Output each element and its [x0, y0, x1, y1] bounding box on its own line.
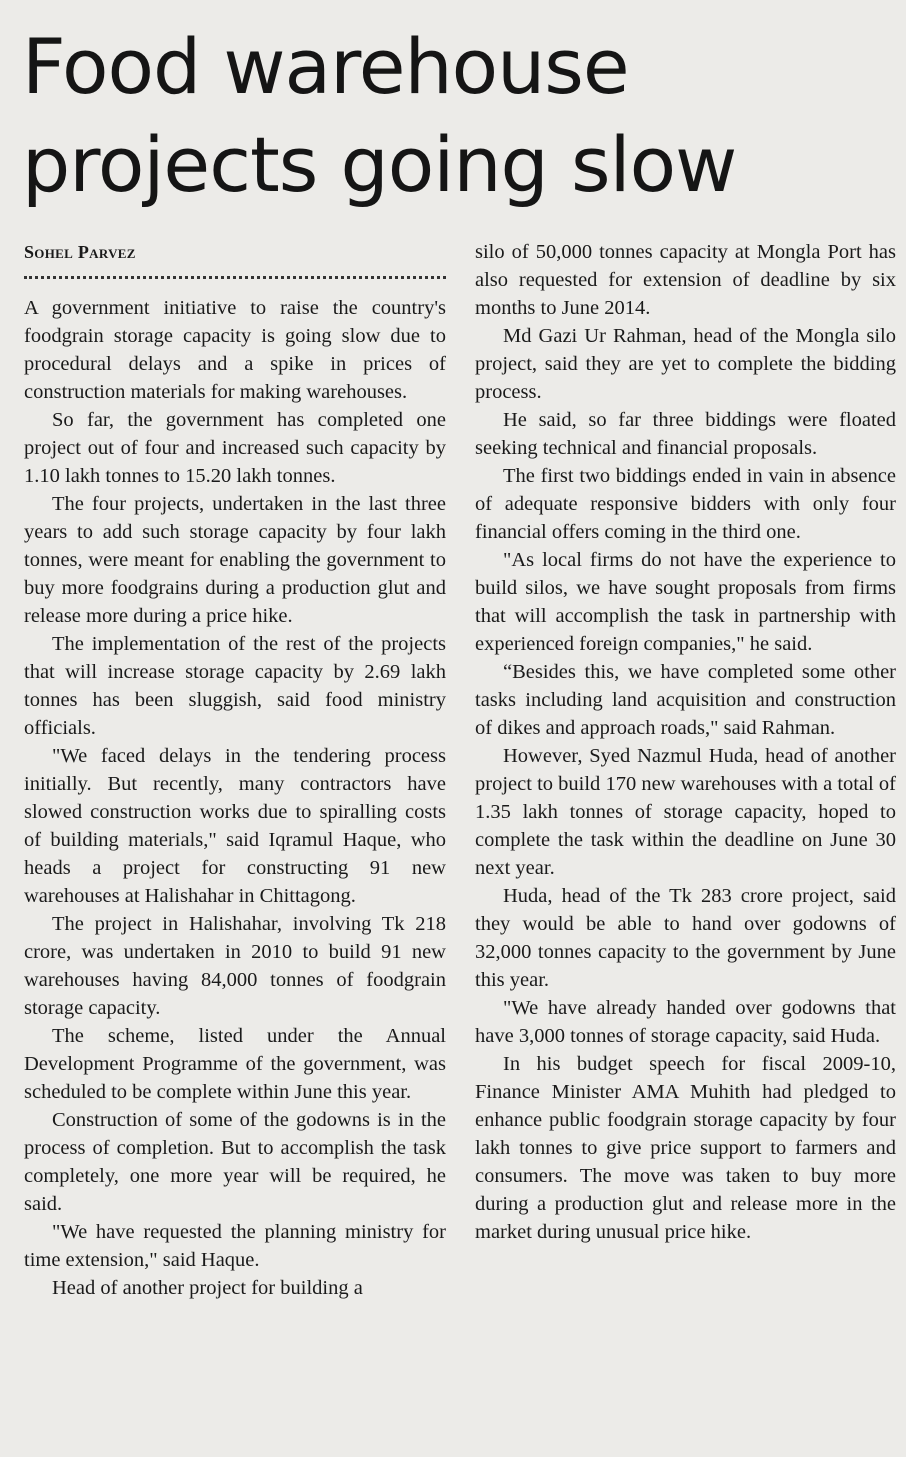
paragraph: The first two biddings ended in vain in absence of adequate responsive bidders with only four financial offers coming in the third one. [475, 465, 896, 543]
headline-line-1: Food warehouse [22, 22, 629, 111]
paragraph: In his budget speech for fiscal 2009-10, Finance Minister AMA Muhith had pledged to enhance public foodgrain storage capacity by four lakh tonnes to give price support to farmers and consumers. The move was taken to buy more during a production glut and release more in the market during unusual price hike. [475, 1053, 896, 1243]
paragraph: The project in Halishahar, involving Tk 218 crore, was undertaken in 2010 to build 91 new warehouses having 84,000 tonnes of foodgrain storage capacity. [24, 913, 446, 1019]
byline: Sohel Parvez [24, 242, 136, 262]
paragraph: "We faced delays in the tendering process initially. But recently, many contractors have slowed construction works due to spiralling costs of building materials," said Iqramul Haque, who heads a project for constructing 91 new warehouses at Halishahar in Chittagong. [24, 745, 446, 907]
paragraph: The scheme, listed under the Annual Development Programme of the government, was scheduled to be complete within June this year. [24, 1025, 446, 1103]
paragraph: Construction of some of the godowns is in the process of completion. But to accomplish the task completely, one more year will be required, he said. [24, 1109, 446, 1215]
paragraph: Head of another project for building a [52, 1277, 363, 1299]
headline [22, 18, 902, 214]
paragraph: The implementation of the rest of the projects that will increase storage capacity by 2.69 lakh tonnes has been sluggish, said food ministry officials. [24, 633, 446, 739]
paragraph: Huda, head of the Tk 283 crore project, said they would be able to hand over godowns of 32,000 tonnes capacity to the government by June this year. [475, 885, 896, 991]
paragraph: “Besides this, we have completed some other tasks including land acquisition and construction of dikes and approach roads," said Rahman. [475, 661, 896, 739]
paragraph: silo of 50,000 tonnes capacity at Mongla Port has also requested for extension of deadline by six months to June 2014. [475, 241, 896, 319]
paragraph: Md Gazi Ur Rahman, head of the Mongla silo project, said they are yet to complete the bidding process. [475, 325, 896, 403]
paragraph: "As local firms do not have the experience to build silos, we have sought proposals from firms that will accomplish the task in partnership with experienced foreign companies," he said. [475, 549, 896, 655]
paragraph: "We have already handed over godowns that have 3,000 tonnes of storage capacity, said Huda. [475, 997, 896, 1047]
left-column [24, 294, 446, 1302]
paragraph: So far, the government has completed one project out of four and increased such capacity by 1.10 lakh tonnes to 15.20 lakh tonnes. [24, 409, 446, 487]
paragraph: He said, so far three biddings were floated seeking technical and financial proposals. [475, 409, 896, 459]
paragraph: The four projects, undertaken in the last three years to add such storage capacity by four lakh tonnes, were meant for enabling the government to buy more foodgrains during a production glut and release more during a price hike. [24, 493, 446, 627]
headline-line-2: projects going slow [22, 120, 737, 209]
paragraph: "We have requested the planning ministry for time extension," said Haque. [24, 1221, 446, 1271]
byline-dotted-divider [24, 276, 446, 279]
right-column [475, 238, 896, 1246]
paragraph: However, Syed Nazmul Huda, head of another project to build 170 new warehouses with a total of 1.35 lakh tonnes of storage capacity, hoped to complete the task within the deadline on June 30 next year. [475, 745, 896, 879]
paragraph: A government initiative to raise the country's foodgrain storage capacity is going slow due to procedural delays and a spike in prices of construction materials for making warehouses. [24, 297, 446, 403]
